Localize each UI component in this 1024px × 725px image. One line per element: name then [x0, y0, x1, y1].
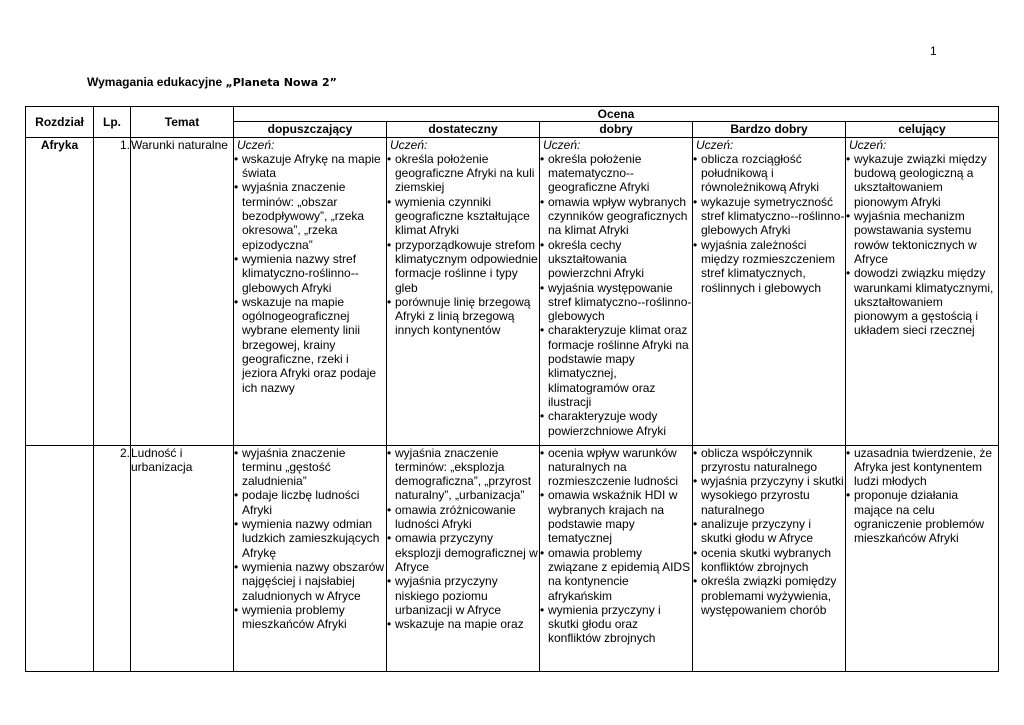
- header-temat: Temat: [131, 107, 234, 138]
- header-lp: Lp.: [94, 107, 131, 138]
- list-item: • wyjaśnia znaczenie terminów: „eksplozja demograficzna”, „przyrost naturalny”, „urbanizacja”: [387, 446, 539, 503]
- row-lp: 2.: [94, 445, 131, 671]
- list-item: • wymienia nazwy obszarów najgęściej i najsłabiej zaludnionych w Afryce: [234, 560, 386, 603]
- list-item: • omawia wpływ wybranych czynników geograficznych na klimat Afryki: [540, 195, 692, 238]
- list-item: • określa położenie geograficzne Afryki na kuli ziemskiej: [387, 152, 539, 195]
- list-item: • podaje liczbę ludności Afryki: [234, 488, 386, 517]
- cell-dobry: [540, 445, 693, 671]
- table-row: [26, 137, 999, 445]
- list-item: • charakteryzuje wody powierzchniowe Afryki: [540, 409, 692, 438]
- header-ocena: Ocena: [234, 107, 999, 122]
- list-item: • dowodzi związku między warunkami klimatycznymi, ukształtowaniem pionowym a gęstością i układem sieci rzecznej: [846, 266, 998, 337]
- list-item: • oblicza współczynnik przyrostu naturalnego: [693, 446, 845, 475]
- cell-dostateczny: [387, 137, 540, 445]
- list-item: • analizuje przyczyny i skutki głodu w Afryce: [693, 517, 845, 546]
- list-item: • omawia zróżnicowanie ludności Afryki: [387, 503, 539, 532]
- list-item: • charakteryzuje klimat oraz formacje roślinne Afryki na podstawie mapy klimatycznej, klimatogramów oraz ilustracji: [540, 323, 692, 409]
- list-item: • ocenia skutki wybranych konfliktów zbrojnych: [693, 546, 845, 575]
- list-item: • określa położenie matematyczno--geograficzne Afryki: [540, 152, 692, 195]
- cell-dobry: [540, 137, 693, 445]
- header-grade-dobry: dobry: [540, 122, 693, 137]
- page-number: 1: [930, 44, 937, 58]
- title-main: Wymagania edukacyjne: [87, 75, 223, 89]
- row-topic: Ludność i urbanizacja: [131, 445, 234, 671]
- table-row: [26, 445, 999, 671]
- list-item: • wyjaśnia mechanizm powstawania systemu rowów tektonicznych w Afryce: [846, 209, 998, 266]
- list-item: • wyjaśnia przyczyny i skutki wysokiego przyrostu naturalnego: [693, 474, 845, 517]
- uczen-label: Uczeń:: [390, 137, 428, 152]
- row-section: [26, 445, 94, 671]
- header-grade-celujacy: celujący: [846, 122, 999, 137]
- list-item: • wskazuje na mapie oraz: [387, 617, 539, 631]
- cell-bardzo-dobry: [693, 137, 846, 445]
- cell-bardzo-dobry: [693, 445, 846, 671]
- cell-celujacy: [846, 445, 999, 671]
- uczen-label: Uczeń:: [237, 137, 275, 152]
- list-item: • wykazuje związki między budową geologiczną a ukształtowaniem pionowym Afryki: [846, 152, 998, 209]
- list-item: • wyjaśnia znaczenie terminów: „obszar bezodpływowy”, „rzeka okresowa”, „rzeka epizodyczna”: [234, 180, 386, 251]
- list-item: • oblicza rozciągłość południkową i równoleżnikową Afryki: [693, 152, 845, 195]
- uczen-label: Uczeń:: [849, 137, 887, 152]
- header-grade-dostateczny: dostateczny: [387, 122, 540, 137]
- cell-dostateczny: [387, 445, 540, 671]
- row-section: Afryka: [26, 137, 94, 445]
- list-item: • omawia przyczyny eksplozji demograficznej w Afryce: [387, 531, 539, 574]
- list-item: • wyjaśnia przyczyny niskiego poziomu urbanizacji w Afryce: [387, 574, 539, 617]
- list-item: • przyporządkowuje strefom klimatycznym odpowiednie formacje roślinne i typy gleb: [387, 238, 539, 295]
- row-topic: Warunki naturalne: [131, 137, 234, 445]
- header-grade-bardzo-dobry: Bardzo dobry: [693, 122, 846, 137]
- list-item: • proponuje działania mające na celu ograniczenie problemów mieszkańców Afryki: [846, 488, 998, 545]
- list-item: • omawia wskaźnik HDI w wybranych krajach na podstawie mapy tematycznej: [540, 488, 692, 545]
- document-title: [87, 75, 337, 89]
- header-grade-dopuszczajacy: dopuszczający: [234, 122, 387, 137]
- list-item: • określa związki pomiędzy problemami wyżywienia, występowaniem chorób: [693, 574, 845, 617]
- list-item: • wskazuje na mapie ogólnogeograficznej wybrane elementy linii brzegowej, krainy geograficzne, rzeki i jeziora Afryki oraz podaje ich nazwy: [234, 295, 386, 395]
- list-item: • wykazuje symetryczność stref klimatyczno--roślinno-glebowych Afryki: [693, 195, 845, 238]
- cell-celujacy: [846, 137, 999, 445]
- title-subtitle: „Planeta Nowa 2”: [225, 76, 337, 89]
- list-item: • wskazuje Afrykę na mapie świata: [234, 152, 386, 181]
- list-item: • wyjaśnia znaczenie terminu „gęstość zaludnienia”: [234, 446, 386, 489]
- list-item: • omawia problemy związane z epidemią AIDS na kontynencie afrykańskim: [540, 546, 692, 603]
- list-item: • wymienia problemy mieszkańców Afryki: [234, 603, 386, 632]
- cell-dopuszczajacy: [234, 445, 387, 671]
- list-item: • określa cechy ukształtowania powierzchni Afryki: [540, 238, 692, 281]
- list-item: • porównuje linię brzegową Afryki z linią brzegową innych kontynentów: [387, 295, 539, 338]
- list-item: • uzasadnia twierdzenie, że Afryka jest kontynentem ludzi młodych: [846, 446, 998, 489]
- requirements-table: [25, 106, 999, 672]
- uczen-label: Uczeń:: [696, 137, 734, 152]
- list-item: • wyjaśnia występowanie stref klimatyczno--roślinno-glebowych: [540, 281, 692, 324]
- row-lp: 1.: [94, 137, 131, 445]
- cell-dopuszczajacy: [234, 137, 387, 445]
- header-rozdzial: Rozdział: [26, 107, 94, 138]
- list-item: • wymienia czynniki geograficzne kształtujące klimat Afryki: [387, 195, 539, 238]
- list-item: • wymienia nazwy stref klimatyczno-roślinno--glebowych Afryki: [234, 252, 386, 295]
- list-item: • ocenia wpływ warunków naturalnych na rozmieszczenie ludności: [540, 446, 692, 489]
- list-item: • wyjaśnia zależności między rozmieszczeniem stref klimatycznych, roślinnych i glebowych: [693, 238, 845, 295]
- uczen-label: Uczeń:: [543, 137, 581, 152]
- list-item: • wymienia przyczyny i skutki głodu oraz konfliktów zbrojnych: [540, 603, 692, 646]
- list-item: • wymienia nazwy odmian ludzkich zamieszkujących Afrykę: [234, 517, 386, 560]
